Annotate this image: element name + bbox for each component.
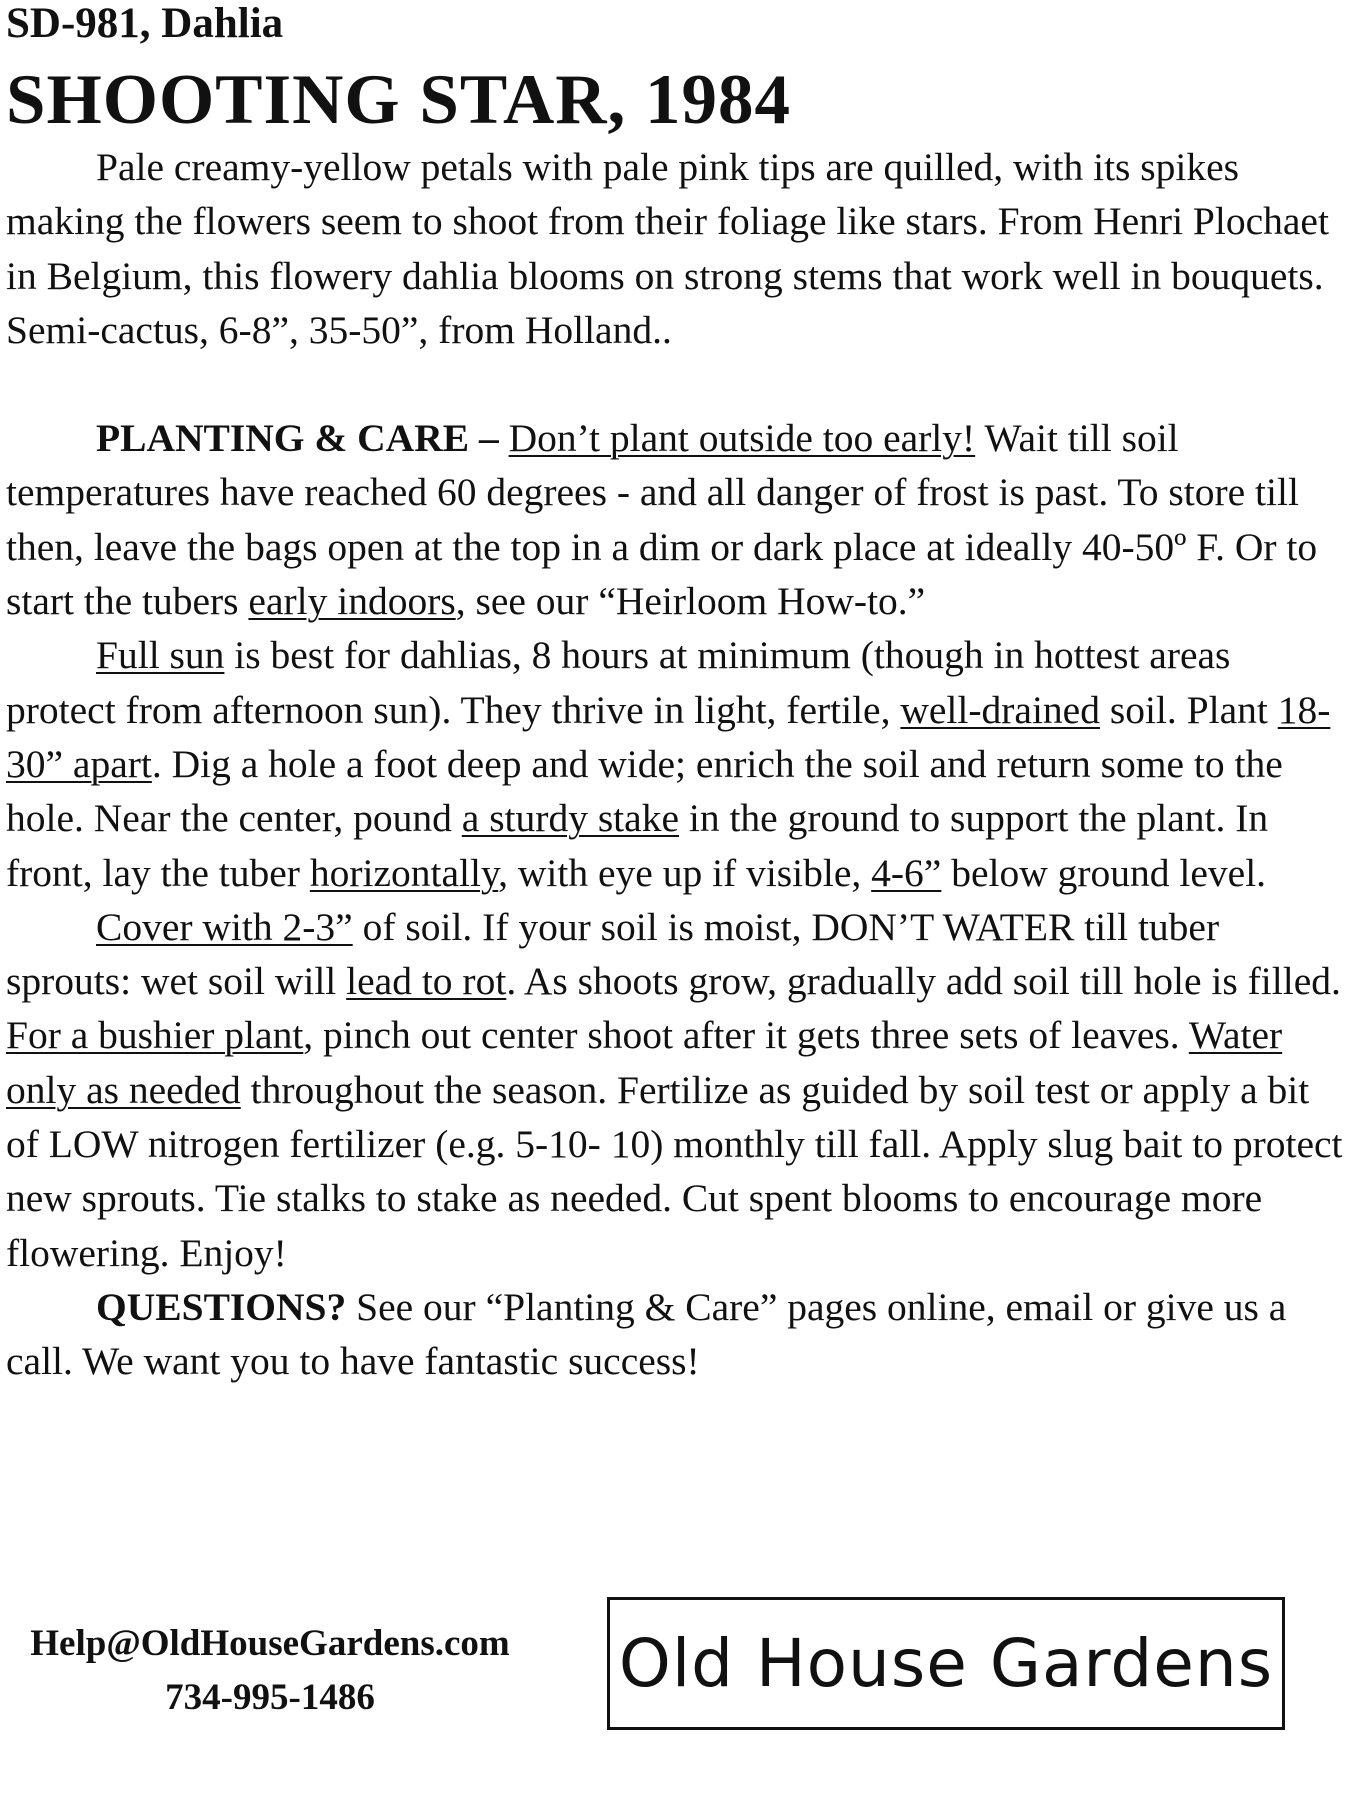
emphasis-horizontally: horizontally: [309, 850, 499, 895]
contact-email[interactable]: Help@OldHouseGardens.com: [30, 1623, 510, 1664]
questions-paragraph: QUESTIONS? See our “Planting & Care” pages online, email or give us a call. We want you to have fantastic success!: [6, 1284, 1287, 1384]
contact-block: [10, 1617, 530, 1725]
emphasis-dont-plant: Don’t plant outside too early!: [508, 416, 976, 461]
emphasis-depth: 4-6”: [871, 850, 942, 895]
emphasis-apart: 18-30” apart: [6, 687, 1331, 786]
emphasis-bushier: For a bushier plant: [6, 1013, 304, 1058]
emphasis-cover: Cover with 2-3”: [96, 904, 353, 949]
emphasis-rot: lead to rot: [346, 959, 507, 1004]
planting-paragraph-1: PLANTING & CARE – Don’t plant outside too early! Wait till soil temperatures have reached 60 degrees - and all danger of frost is past. To store till then, leave the bags open at the top in a dim or dark place at ideally 40-50º F. Or to start the tubers early indoors, see our “Heirloom How-to.”: [6, 416, 1318, 624]
brand-logo: [607, 1597, 1285, 1730]
planting-paragraph-3: Cover with 2-3” of soil. If your soil is moist, DON’T WATER till tuber sprouts: wet soil will lead to rot. As shoots grow, gradually add soil till hole is filled. For a bushier plant, pinch out center shoot after it gets three sets of leaves. Water only as needed throughout the season. Fertilize as guided by soil test or apply a bit of LOW nitrogen fertilizer (e.g. 5-10- 10) monthly till fall. Apply slug bait to protect new sprouts. Tie stalks to stake as needed. Cut spent blooms to encourage more flowering. Enjoy!: [6, 904, 1343, 1275]
planting-heading: PLANTING & CARE –: [96, 416, 499, 461]
instructions-body: [6, 140, 1346, 1389]
emphasis-early-indoors: early indoors: [248, 579, 456, 624]
product-sku: SD-981, Dahlia: [6, 0, 284, 47]
page-title: SHOOTING STAR, 1984: [6, 61, 792, 139]
planting-paragraph-2: Full sun is best for dahlias, 8 hours at minimum (though in hottest areas protect from afternoon sun). They thrive in light, fertile, well-drained soil. Plant 18-30” apart. Dig a hole a foot deep and wide; enrich the soil and return some to the hole. Near the center, pound a sturdy stake in the ground to support the plant. In front, lay the tuber horizontally, with eye up if visible, 4-6” below ground level.: [6, 633, 1331, 895]
emphasis-full-sun: Full sun: [96, 633, 225, 678]
emphasis-well-drained: well-drained: [900, 687, 1100, 732]
logo-wordmark: [610, 1600, 1282, 1727]
questions-heading: QUESTIONS?: [96, 1284, 347, 1329]
logo-text: Old House Gardens: [618, 1625, 1274, 1702]
emphasis-stake: a sturdy stake: [461, 796, 679, 841]
emphasis-water: Water only as needed: [6, 1013, 1283, 1112]
description-paragraph: Pale creamy-yellow petals with pale pink tips are quilled, with its spikes making the flowers seem to shoot from their foliage like stars. From Henri Plochaet in Belgium, this flowery dahlia blooms on strong stems that work well in bouquets. Semi-cactus, 6-8”, 35-50”, from Holland..: [6, 145, 1329, 352]
contact-phone[interactable]: 734-995-1486: [165, 1677, 375, 1718]
